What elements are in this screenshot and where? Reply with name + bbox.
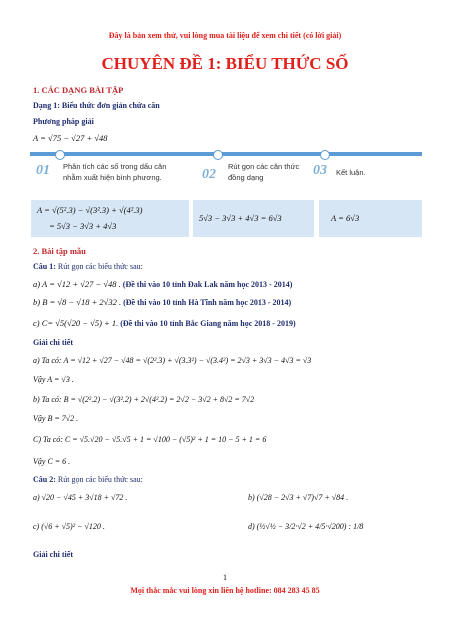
q1-part-c	[33, 318, 296, 328]
dang1-heading: Dạng 1: Biểu thức đơn giản chứa căn	[33, 101, 160, 110]
q2-part-b: b) (√28 − 2√3 + √7)√7 + √84 .	[248, 493, 349, 502]
section-heading-2: 2. Bài tập mẫu	[33, 246, 86, 256]
method-heading: Phương pháp giải	[33, 117, 94, 126]
page-number: 1	[223, 573, 227, 582]
q1-part-a	[33, 279, 292, 289]
q2-part-a: a) √20 − √45 + 3√18 + √72 .	[33, 493, 128, 502]
step2-result: 5√3 − 3√3 + 4√3 = 6√3	[199, 213, 282, 223]
step-marker-2	[213, 150, 223, 160]
step-marker-1	[55, 150, 65, 160]
question-2	[33, 475, 143, 484]
step-text-2: Rút gọn các căn thức đồng dạng	[228, 162, 300, 182]
section-heading-1: 1. CÁC DẠNG BÀI TẬP	[33, 85, 124, 95]
q1b-source: (Đề thi vào 10 tỉnh Hà Tĩnh năm học 2013 - 2014)	[123, 298, 292, 307]
solution-c: C) Ta có: C = √5.√20 − √5.√5 + 1 = √100 − (√5)² + 1 = 10 − 5 + 1 = 6	[33, 435, 267, 444]
example-expression: A = √75 − √27 + √48	[33, 133, 108, 143]
q1a-expression: a) A = √12 + √27 − √48 .	[33, 279, 121, 289]
step3-result: A = 6√3	[331, 213, 360, 223]
conclusion-a: Vậy A = √3 .	[33, 375, 74, 384]
solution-a: a) Ta có: A = √12 + √27 − √48 = √(2².3) + √(3.3²) − √(3.4²) = 2√3 + 3√3 − 4√3 = √3	[33, 356, 312, 365]
solution-heading-1: Giải chi tiết	[33, 338, 73, 347]
question-1-label: Câu 1:	[33, 262, 56, 271]
conclusion-b: Vậy B = 7√2 .	[33, 414, 79, 423]
question-1	[33, 262, 143, 271]
step-number-3: 03	[313, 163, 327, 178]
q1a-source: (Đề thi vào 10 tỉnh Đak Lak năm học 2013 - 2014)	[122, 280, 293, 289]
q1-part-b	[33, 297, 291, 307]
q2-part-c: c) (√6 + √5)² − √120 .	[33, 522, 105, 531]
header-notice: Đây là bản xem thử, vui lòng mua tài liệu để xem chi tiết (có lời giải)	[108, 31, 342, 40]
q2-part-d: d) (½√½ − 3/2·√2 + 4/5·√200) : 1/8	[248, 522, 364, 531]
question-2-label: Câu 2:	[33, 475, 56, 484]
step1-box	[31, 200, 189, 237]
step-number-1: 01	[36, 163, 50, 178]
step1-line2: = 5√3 − 3√3 + 4√3	[49, 221, 117, 231]
question-1-text: Rút gọn các biểu thức sau:	[55, 262, 143, 271]
conclusion-c: Vậy C = 6 .	[33, 457, 71, 466]
q1c-source: (Đề thi vào 10 tỉnh Bắc Giang năm học 2018 - 2019)	[120, 319, 296, 328]
step-marker-3	[320, 150, 330, 160]
question-2-text: Rút gọn các biểu thức sau:	[55, 475, 143, 484]
step-text-1: Phân tích các số trong dấu căn nhằm xuất hiện bình phương.	[63, 162, 167, 182]
solution-b: b) Ta có: B = √(2².2) − √(3².2) + 2√(4².2) = 2√2 − 3√2 + 8√2 = 7√2	[33, 395, 255, 404]
footer-notice: Mọi thắc mắc vui lòng xin liên hệ hotline: 084 283 45 85	[130, 586, 320, 595]
step-text-3: Kết luận.	[336, 168, 366, 177]
q1b-expression: b) B = √8 − √18 + 2√32 .	[33, 297, 122, 307]
step1-line1: A = √(5².3) − √(3².3) + √(4².3)	[37, 205, 143, 215]
step-timeline	[30, 152, 422, 156]
step-number-2: 02	[202, 167, 216, 182]
page-title: CHUYÊN ĐỀ 1: BIỂU THỨC SỐ	[101, 54, 349, 73]
step2-box	[193, 200, 314, 237]
q1c-expression: c) C= √5(√20 − √5) + 1.	[33, 318, 119, 328]
solution-heading-2: Giải chi tiết	[33, 550, 73, 559]
step3-box	[319, 200, 422, 237]
